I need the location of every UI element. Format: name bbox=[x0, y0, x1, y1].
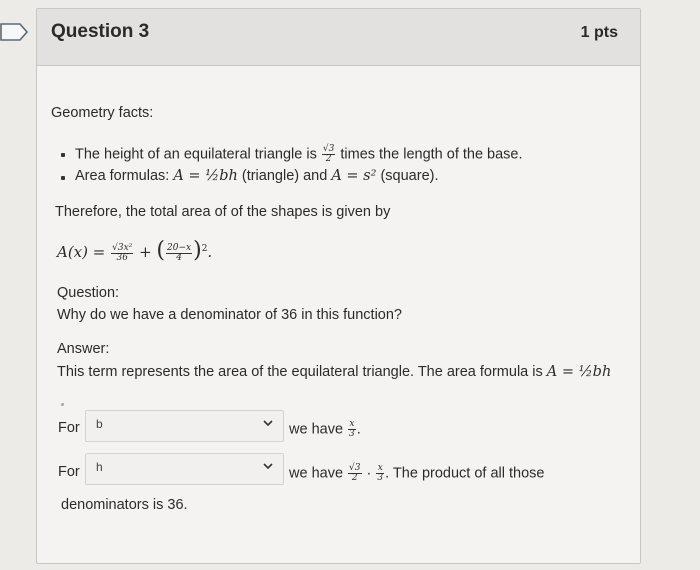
row-1-prefix: For bbox=[58, 420, 80, 436]
sqrt3-over-2-fraction bbox=[348, 464, 361, 483]
frac-num: √3 bbox=[322, 144, 335, 154]
row-2-we-have: we have bbox=[289, 465, 344, 482]
frac-num: √3x² bbox=[112, 242, 133, 253]
question-card bbox=[36, 8, 641, 564]
bullet-2-pre: Area formulas: bbox=[75, 168, 170, 184]
chevron-down-icon bbox=[263, 418, 273, 428]
chevron-down-icon bbox=[263, 461, 273, 471]
dimension-select-1[interactable] bbox=[85, 410, 284, 442]
row-2-suffix: we have $\frac{√3}{2}$ · $\frac{x}{3}$ . The product of all those bbox=[289, 463, 545, 483]
answer-text bbox=[57, 364, 611, 380]
answer-sentence: This term represents the area of the equilateral triangle. The area formula is bbox=[57, 364, 543, 380]
formula-fraction-1 bbox=[111, 244, 133, 263]
row-1-tail: . bbox=[356, 421, 361, 438]
question-text: Why do we have a denominator of 36 in this function? bbox=[57, 307, 402, 323]
question-label: Question: bbox=[57, 285, 120, 301]
divider-dot bbox=[61, 403, 64, 406]
row-2-tail: . The product of all those bbox=[385, 465, 545, 482]
answer-formula: A = ½bh bbox=[546, 364, 612, 380]
square-area-formula: A = s² bbox=[331, 168, 377, 184]
x-over-3-fraction bbox=[376, 464, 384, 483]
formula-fraction-2 bbox=[166, 244, 192, 263]
bullet-1-post: times the length of the base. bbox=[340, 146, 523, 163]
exponent: 2 bbox=[201, 244, 208, 254]
formula-plus: + bbox=[139, 243, 152, 261]
frac-num: x bbox=[349, 419, 355, 429]
sqrt3-over-2-fraction bbox=[322, 145, 335, 164]
frac-num: x bbox=[377, 463, 383, 473]
bullet-1-pre: The height of an equilateral triangle is bbox=[75, 146, 317, 163]
flag-question-icon[interactable] bbox=[0, 22, 30, 42]
frac-den: 4 bbox=[176, 252, 182, 263]
area-function-formula: A(x) = $\frac{\text{√3x²}}{36}$ + ( $\frac{20-x}{4}$ )$^2$. bbox=[57, 238, 213, 263]
question-title: Question 3 bbox=[51, 21, 150, 42]
question-points: 1 pts bbox=[580, 24, 618, 41]
paren-open: ( bbox=[156, 238, 166, 263]
bullet-1 bbox=[75, 145, 523, 164]
paren-close: ) bbox=[193, 238, 202, 263]
row-1-we-have: we have bbox=[289, 421, 344, 438]
frac-den: 3 bbox=[349, 429, 355, 439]
question-body bbox=[37, 66, 640, 563]
question-header bbox=[37, 9, 640, 66]
bullet-2-post: (square). bbox=[380, 168, 439, 184]
therefore-text: Therefore, the total area of of the shapes is given by bbox=[55, 204, 391, 220]
bullet-2-mid: (triangle) and bbox=[241, 168, 328, 184]
bullet-marker bbox=[61, 153, 65, 157]
formula-lhs: A(x) = bbox=[57, 243, 106, 261]
frac-num: 20−x bbox=[167, 242, 192, 253]
x-over-3-fraction bbox=[348, 420, 356, 439]
select-2-value: h bbox=[96, 460, 103, 474]
frac-num: √3 bbox=[349, 463, 361, 473]
frac-den: 3 bbox=[377, 473, 384, 483]
bullet-2 bbox=[75, 168, 439, 184]
bullet-marker bbox=[61, 176, 65, 180]
frac-den: 2 bbox=[351, 473, 358, 483]
footer-text: denominators is 36. bbox=[61, 497, 188, 513]
triangle-area-formula: A = ½bh bbox=[173, 168, 238, 184]
intro-text: Geometry facts: bbox=[51, 105, 154, 121]
row-1-suffix bbox=[289, 420, 361, 439]
answer-label: Answer: bbox=[57, 341, 110, 357]
select-1-value: b bbox=[96, 417, 103, 431]
frac-den: 36 bbox=[116, 252, 128, 263]
dimension-select-2[interactable] bbox=[85, 453, 284, 485]
frac-den: 2 bbox=[325, 154, 332, 164]
row-2-prefix: For bbox=[58, 464, 80, 480]
